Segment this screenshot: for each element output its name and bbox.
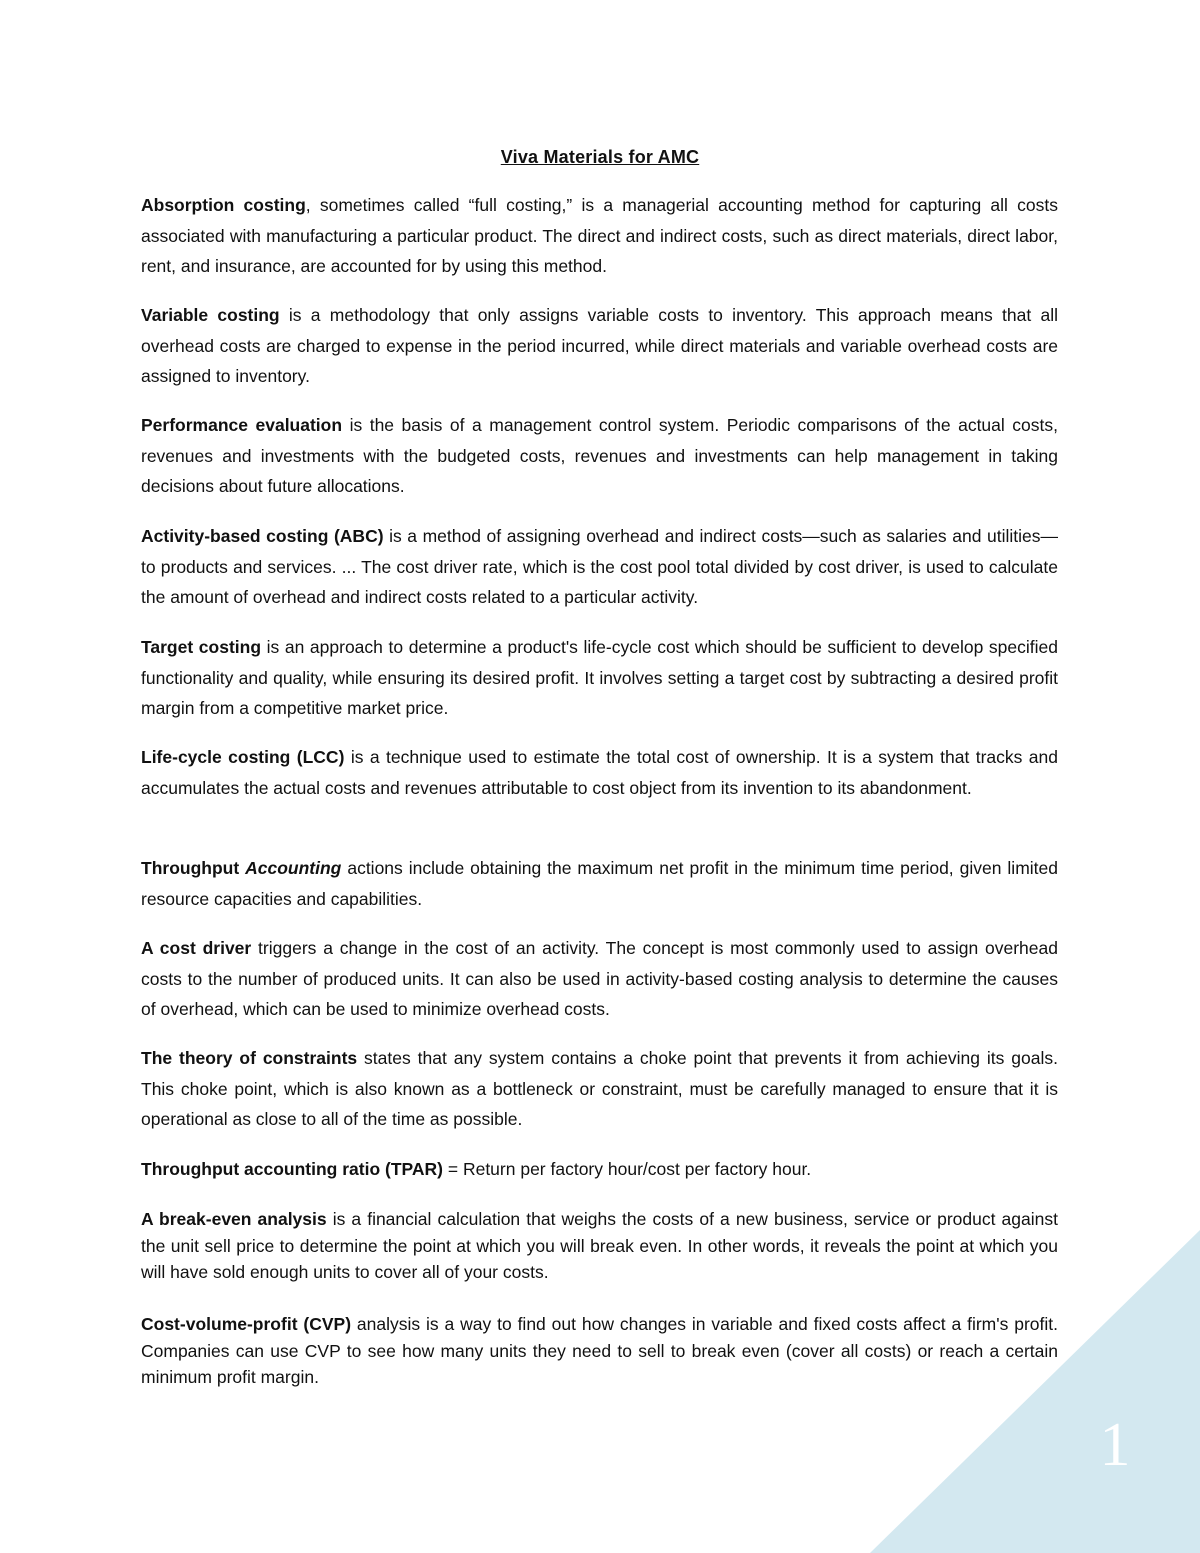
definition-tpar: = Return per factory hour/cost per factory hour. xyxy=(443,1159,812,1179)
definition-target-costing: is an approach to determine a product's life-cycle cost which should be sufficient to develop specified functionality and quality, while ensuring its desired profit. It involves setting a target cost by subtracting a desired profit margin from a competitive market price. xyxy=(141,637,1058,718)
paragraph-absorption-costing xyxy=(141,190,1058,282)
definition-variable-costing: is a methodology that only assigns variable costs to inventory. This approach means that all overhead costs are charged to expense in the period incurred, while direct materials and variable overhead costs are assigned to inventory. xyxy=(141,305,1059,386)
definition-cvp: analysis is a way to find out how changes in variable and fixed costs affect a firm's profit. Companies can use CVP to see how many units they need to sell to break even (cover all costs) or reach a certain minimum profit margin. xyxy=(141,1314,1058,1387)
paragraph-break-even-analysis xyxy=(141,1206,1058,1286)
paragraph-variable-costing xyxy=(141,300,1058,392)
page-number: 1 xyxy=(1099,1411,1131,1479)
document-title: Viva Materials for AMC xyxy=(500,147,700,167)
paragraph-throughput-accounting xyxy=(141,853,1058,914)
term-variable-costing: Variable costing xyxy=(141,305,280,325)
term-throughput: Throughput xyxy=(141,858,240,878)
term-theory-of-constraints: The theory of constraints xyxy=(141,1048,358,1068)
paragraph-cost-driver xyxy=(141,933,1058,1025)
paragraph-performance-evaluation xyxy=(141,410,1058,502)
definition-throughput-accounting: actions include obtaining the maximum net profit in the minimum time period, given limited resource capacities and capabilities. xyxy=(141,858,1058,909)
term-life-cycle-costing: Life-cycle costing (LCC) xyxy=(141,747,345,767)
term-absorption-costing: Absorption costing xyxy=(141,195,306,215)
paragraph-activity-based-costing xyxy=(141,521,1058,613)
term-target-costing: Target costing xyxy=(141,637,262,657)
definition-life-cycle-costing: is a technique used to estimate the total cost of ownership. It is a system that tracks and accumulates the actual costs and revenues attributable to cost object from its invention to its abandonment. xyxy=(141,747,1059,798)
term-accounting-italic: Accounting xyxy=(245,858,342,878)
definition-absorption-costing: , sometimes called “full costing,” is a managerial accounting method for capturing all costs associated with manufacturing a particular product. The direct and indirect costs, such as direct materials, direct labor, rent, and insurance, are accounted for by using this method. xyxy=(141,195,1059,276)
paragraph-life-cycle-costing xyxy=(141,742,1058,803)
term-performance-evaluation: Performance evaluation xyxy=(141,415,343,435)
term-activity-based-costing: Activity-based costing (ABC) xyxy=(141,526,384,546)
term-tpar: Throughput accounting ratio (TPAR) xyxy=(141,1159,443,1179)
paragraph-target-costing xyxy=(141,632,1058,724)
definition-activity-based-costing: is a method of assigning overhead and indirect costs—such as salaries and utilities—to products and services. ... The cost driver rate, which is the cost pool total divided by cost driver, is used to calculate the amount of overhead and indirect costs related to a particular activity. xyxy=(141,526,1058,607)
definition-performance-evaluation: is the basis of a management control system. Periodic comparisons of the actual costs, revenues and investments with the budgeted costs, revenues and investments can help management in taking decisions about future allocations. xyxy=(141,415,1059,496)
term-cost-driver: A cost driver xyxy=(141,938,252,958)
paragraph-theory-of-constraints xyxy=(141,1043,1058,1135)
term-cvp: Cost-volume-profit (CVP) xyxy=(141,1314,352,1334)
term-break-even-analysis: A break-even analysis xyxy=(141,1209,327,1229)
paragraph-cvp-analysis xyxy=(141,1311,1058,1391)
definition-cost-driver: triggers a change in the cost of an activity. The concept is most commonly used to assign overhead costs to the number of produced units. It can also be used in activity-based costing analysis to determine the causes of overhead, which can be used to minimize overhead costs. xyxy=(141,938,1058,1019)
paragraph-tpar xyxy=(141,1154,1058,1185)
definition-theory-of-constraints: states that any system contains a choke point that prevents it from achieving its goals. This choke point, which is also known as a bottleneck or constraint, must be carefully managed to ensure that it is operational as close to all of the time as possible. xyxy=(141,1048,1058,1129)
definition-break-even-analysis: is a financial calculation that weighs the costs of a new business, service or product against the unit sell price to determine the point at which you will break even. In other words, it reveals the point at which you will have sold enough units to cover all of your costs. xyxy=(141,1209,1058,1282)
